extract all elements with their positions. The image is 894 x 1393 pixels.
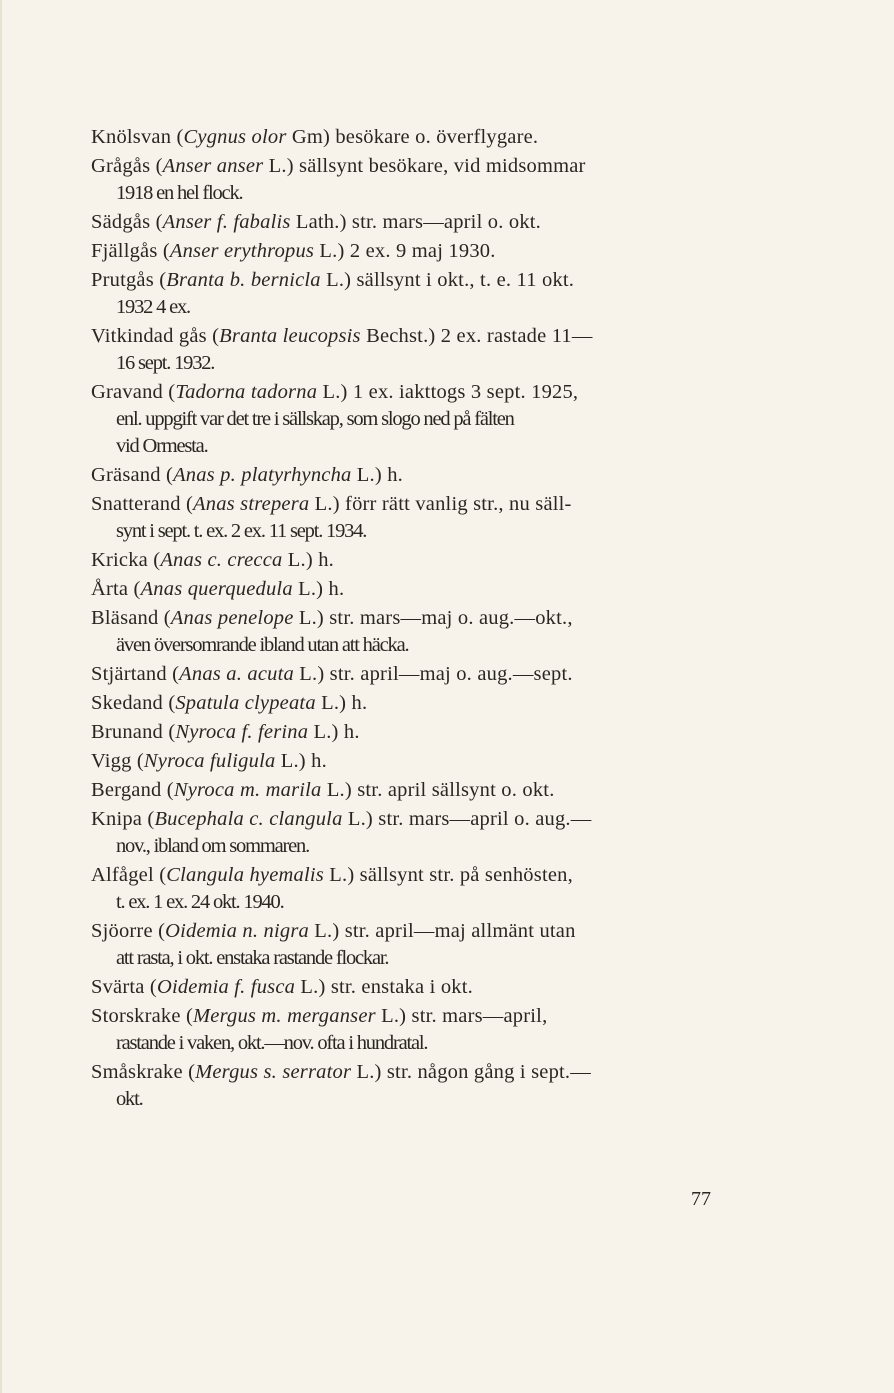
entry-text: L.) str. april—maj o. aug.—sept. bbox=[293, 663, 573, 685]
species-entry bbox=[91, 576, 716, 603]
entry-text: L.) 1 ex. iakttogs 3 sept. 1925, bbox=[317, 381, 579, 403]
entry-text: enl. uppgift var det tre i sällskap, som slogo ned på fälten bbox=[116, 408, 514, 430]
entry-first-line bbox=[91, 491, 716, 518]
entry-text: Stjärtand ( bbox=[91, 663, 180, 685]
entry-continuation-line bbox=[91, 294, 716, 321]
entry-text: Alfågel ( bbox=[91, 864, 167, 886]
species-entry bbox=[91, 862, 716, 916]
entry-first-line bbox=[91, 323, 716, 350]
entry-continuation-line bbox=[91, 1030, 716, 1057]
entry-first-line bbox=[91, 238, 716, 265]
entry-text: Vitkindad gås ( bbox=[91, 325, 220, 347]
entry-text: Knölsvan ( bbox=[91, 126, 184, 148]
entry-first-line bbox=[91, 1003, 716, 1030]
latin-name: Branta leucopsis bbox=[219, 325, 361, 347]
entry-text: Sädgås ( bbox=[91, 211, 163, 233]
entry-first-line bbox=[91, 547, 716, 574]
entry-text: vid Ormesta. bbox=[116, 435, 208, 457]
latin-name: Cygnus olor bbox=[183, 126, 287, 148]
entry-text: även översomrande ibland utan att häcka. bbox=[116, 634, 409, 656]
latin-name: Oidemia n. nigra bbox=[165, 920, 309, 942]
species-entry bbox=[91, 547, 716, 574]
latin-name: Branta b. bernicla bbox=[166, 269, 321, 291]
entry-first-line bbox=[91, 918, 716, 945]
species-entry bbox=[91, 267, 716, 321]
species-list bbox=[91, 124, 716, 1113]
latin-name: Nyroca m. marila bbox=[173, 779, 322, 801]
species-entry bbox=[91, 124, 716, 151]
entry-first-line bbox=[91, 661, 716, 688]
entry-text: Lath.) str. mars—april o. okt. bbox=[290, 211, 542, 233]
species-entry bbox=[91, 323, 716, 377]
entry-text: L.) str. april—maj allmänt utan bbox=[308, 920, 576, 942]
latin-name: Bucephala c. clangula bbox=[154, 808, 343, 830]
latin-name: Anas strepera bbox=[193, 493, 310, 515]
species-entry bbox=[91, 209, 716, 236]
entry-continuation-line bbox=[91, 180, 716, 207]
entry-text: Brunand ( bbox=[91, 721, 176, 743]
entry-text: Gravand ( bbox=[91, 381, 176, 403]
species-entry bbox=[91, 1003, 716, 1057]
entry-text: Bläsand ( bbox=[91, 607, 171, 629]
entry-first-line bbox=[91, 862, 716, 889]
latin-name: Anser erythropus bbox=[169, 240, 315, 262]
entry-text: L.) str. enstaka i okt. bbox=[295, 976, 473, 998]
latin-name: Mergus m. merganser bbox=[193, 1005, 376, 1027]
entry-text: L.) förr rätt vanlig str., nu säll- bbox=[309, 493, 572, 515]
entry-continuation-line bbox=[91, 350, 716, 377]
entry-continuation-line bbox=[91, 945, 716, 972]
entry-first-line bbox=[91, 974, 716, 1001]
latin-name: Anser f. fabalis bbox=[162, 211, 291, 233]
species-entry bbox=[91, 379, 716, 460]
entry-text: Knipa ( bbox=[91, 808, 155, 830]
page-number: 77 bbox=[691, 1188, 711, 1210]
latin-name: Anas p. platyrhyncha bbox=[173, 464, 352, 486]
latin-name: Nyroca f. ferina bbox=[175, 721, 309, 743]
entry-text: t. ex. 1 ex. 24 okt. 1940. bbox=[116, 891, 284, 913]
entry-first-line bbox=[91, 1059, 716, 1086]
entry-continuation-line bbox=[91, 406, 716, 433]
entry-continuation-line bbox=[91, 518, 716, 545]
entry-text: L.) str. mars—april, bbox=[375, 1005, 548, 1027]
entry-text: Sjöorre ( bbox=[91, 920, 166, 942]
entry-text: 1932 4 ex. bbox=[116, 296, 190, 318]
entry-text: 16 sept. 1932. bbox=[116, 352, 215, 374]
entry-text: Vigg ( bbox=[91, 750, 144, 772]
latin-name: Clangula hyemalis bbox=[166, 864, 324, 886]
latin-name: Spatula clypeata bbox=[175, 692, 316, 714]
latin-name: Nyroca fuligula bbox=[143, 750, 276, 772]
latin-name: Tadorna tadorna bbox=[175, 381, 318, 403]
latin-name: Mergus s. serrator bbox=[195, 1061, 352, 1083]
species-entry bbox=[91, 661, 716, 688]
entry-text: Bergand ( bbox=[91, 779, 174, 801]
entry-continuation-line bbox=[91, 632, 716, 659]
latin-name: Anas c. crecca bbox=[160, 549, 283, 571]
entry-text: L.) str. mars—maj o. aug.—okt., bbox=[293, 607, 573, 629]
entry-text: Kricka ( bbox=[91, 549, 161, 571]
entry-text: okt. bbox=[116, 1088, 143, 1110]
entry-text: Årta ( bbox=[91, 578, 141, 600]
species-entry bbox=[91, 690, 716, 717]
entry-text: Grågås ( bbox=[91, 155, 163, 177]
latin-name: Anas querquedula bbox=[140, 578, 293, 600]
species-entry bbox=[91, 153, 716, 207]
entry-continuation-line bbox=[91, 833, 716, 860]
species-entry bbox=[91, 605, 716, 659]
latin-name: Oidemia f. fusca bbox=[156, 976, 296, 998]
entry-text: synt i sept. t. ex. 2 ex. 11 sept. 1934. bbox=[116, 520, 367, 542]
species-entry bbox=[91, 462, 716, 489]
entry-first-line bbox=[91, 748, 716, 775]
latin-name: Anas a. acuta bbox=[179, 663, 294, 685]
entry-text: nov., ibland om sommaren. bbox=[116, 835, 309, 857]
entry-text: L.) sällsynt i okt., t. e. 11 okt. bbox=[320, 269, 575, 291]
entry-text: L.) h. bbox=[315, 692, 368, 714]
entry-first-line bbox=[91, 462, 716, 489]
entry-first-line bbox=[91, 576, 716, 603]
species-entry bbox=[91, 748, 716, 775]
entry-text: Småskrake ( bbox=[91, 1061, 196, 1083]
entry-text: Skedand ( bbox=[91, 692, 176, 714]
entry-text: 1918 en hel flock. bbox=[116, 182, 243, 204]
entry-continuation-line bbox=[91, 1086, 716, 1113]
entry-first-line bbox=[91, 209, 716, 236]
species-entry bbox=[91, 719, 716, 746]
species-entry bbox=[91, 918, 716, 972]
entry-first-line bbox=[91, 153, 716, 180]
species-entry bbox=[91, 806, 716, 860]
entry-text: L.) sällsynt str. på senhösten, bbox=[323, 864, 573, 886]
entry-text: L.) 2 ex. 9 maj 1930. bbox=[314, 240, 496, 262]
entry-text: Fjällgås ( bbox=[91, 240, 170, 262]
entry-text: L.) h. bbox=[275, 750, 327, 772]
entry-text: Prutgås ( bbox=[91, 269, 167, 291]
entry-text: L.) str. någon gång i sept.— bbox=[351, 1061, 591, 1083]
entry-first-line bbox=[91, 777, 716, 804]
species-entry bbox=[91, 777, 716, 804]
entry-text: L.) h. bbox=[292, 578, 345, 600]
entry-text: Storskrake ( bbox=[91, 1005, 194, 1027]
entry-text: L.) sällsynt besökare, vid midsommar bbox=[263, 155, 586, 177]
entry-text: Gräsand ( bbox=[91, 464, 174, 486]
entry-text: L.) h. bbox=[282, 549, 334, 571]
entry-text: L.) str. april sällsynt o. okt. bbox=[321, 779, 555, 801]
species-entry bbox=[91, 238, 716, 265]
latin-name: Anser anser bbox=[162, 155, 264, 177]
entry-text: rastande i vaken, okt.—nov. ofta i hundratal. bbox=[116, 1032, 428, 1054]
entry-first-line bbox=[91, 719, 716, 746]
entry-text: Svärta ( bbox=[91, 976, 157, 998]
entry-text: Bechst.) 2 ex. rastade 11— bbox=[360, 325, 593, 347]
entry-text: Snatterand ( bbox=[91, 493, 194, 515]
entry-first-line bbox=[91, 605, 716, 632]
species-entry bbox=[91, 1059, 716, 1113]
species-entry bbox=[91, 491, 716, 545]
entry-continuation-line bbox=[91, 889, 716, 916]
entry-continuation-line bbox=[91, 433, 716, 460]
species-entry bbox=[91, 974, 716, 1001]
entry-first-line bbox=[91, 124, 716, 151]
entry-text: att rasta, i okt. enstaka rastande flockar. bbox=[116, 947, 389, 969]
latin-name: Anas penelope bbox=[170, 607, 294, 629]
entry-first-line bbox=[91, 690, 716, 717]
entry-first-line bbox=[91, 267, 716, 294]
entry-text: L.) h. bbox=[351, 464, 403, 486]
entry-text: L.) str. mars—april o. aug.— bbox=[342, 808, 592, 830]
entry-text: Gm) besökare o. överflygare. bbox=[286, 126, 539, 148]
entry-text: L.) h. bbox=[308, 721, 360, 743]
entry-first-line bbox=[91, 379, 716, 406]
entry-first-line bbox=[91, 806, 716, 833]
